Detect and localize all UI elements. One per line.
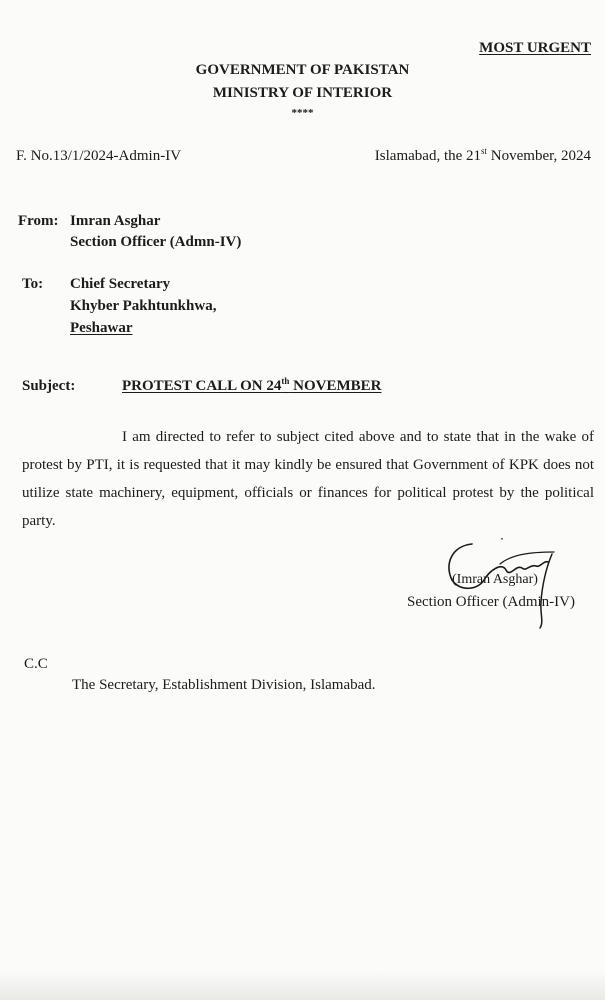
subject-title [122,378,381,395]
government-heading: GOVERNMENT OF PAKISTAN [195,62,410,78]
from-designation: Section Officer (Admn-IV) [70,234,242,250]
place-date-rest: November, 2024 [487,148,591,164]
priority-marking: MOST URGENT [479,40,591,56]
signatory-designation: Section Officer (Admin-IV) [407,594,576,610]
subject-label: Subject: [22,378,76,394]
subject-title-sup: th [281,376,290,386]
ministry-heading: MINISTRY OF INTERIOR [212,85,393,101]
to-line-1: Chief Secretary [70,276,171,292]
body-paragraph: I am directed to refer to subject cited above and to state that in the wake of protest by PTI, it is requested that it may kindly be ensured that Government of KPK does not utilize state machinery, equipment, officials or finances for political protest by the political party. [22,429,594,529]
from-name: Imran Asghar [70,213,161,229]
file-number: F. No.13/1/2024-Admin-IV [16,148,182,164]
cc-recipient: The Secretary, Establishment Division, Islamabad. [72,677,376,693]
heading-stars: **** [291,107,314,119]
from-label: From: [18,213,59,229]
to-label: To: [22,276,44,292]
place-date-prefix: Islamabad, the 21 [374,148,482,164]
cc-label: C.C [24,656,48,672]
paper-bottom-shade [0,970,605,1000]
to-line-2: Khyber Pakhtunkhwa, [70,298,217,314]
subject-title-rest: NOVEMBER [289,378,382,394]
place-date [375,148,591,165]
subject-title-prefix: PROTEST CALL ON 24 [122,378,282,394]
date-suffix: st [481,146,488,156]
signatory-name: (Imran Asghar) [452,572,538,587]
to-line-3: Peshawar [70,320,133,336]
